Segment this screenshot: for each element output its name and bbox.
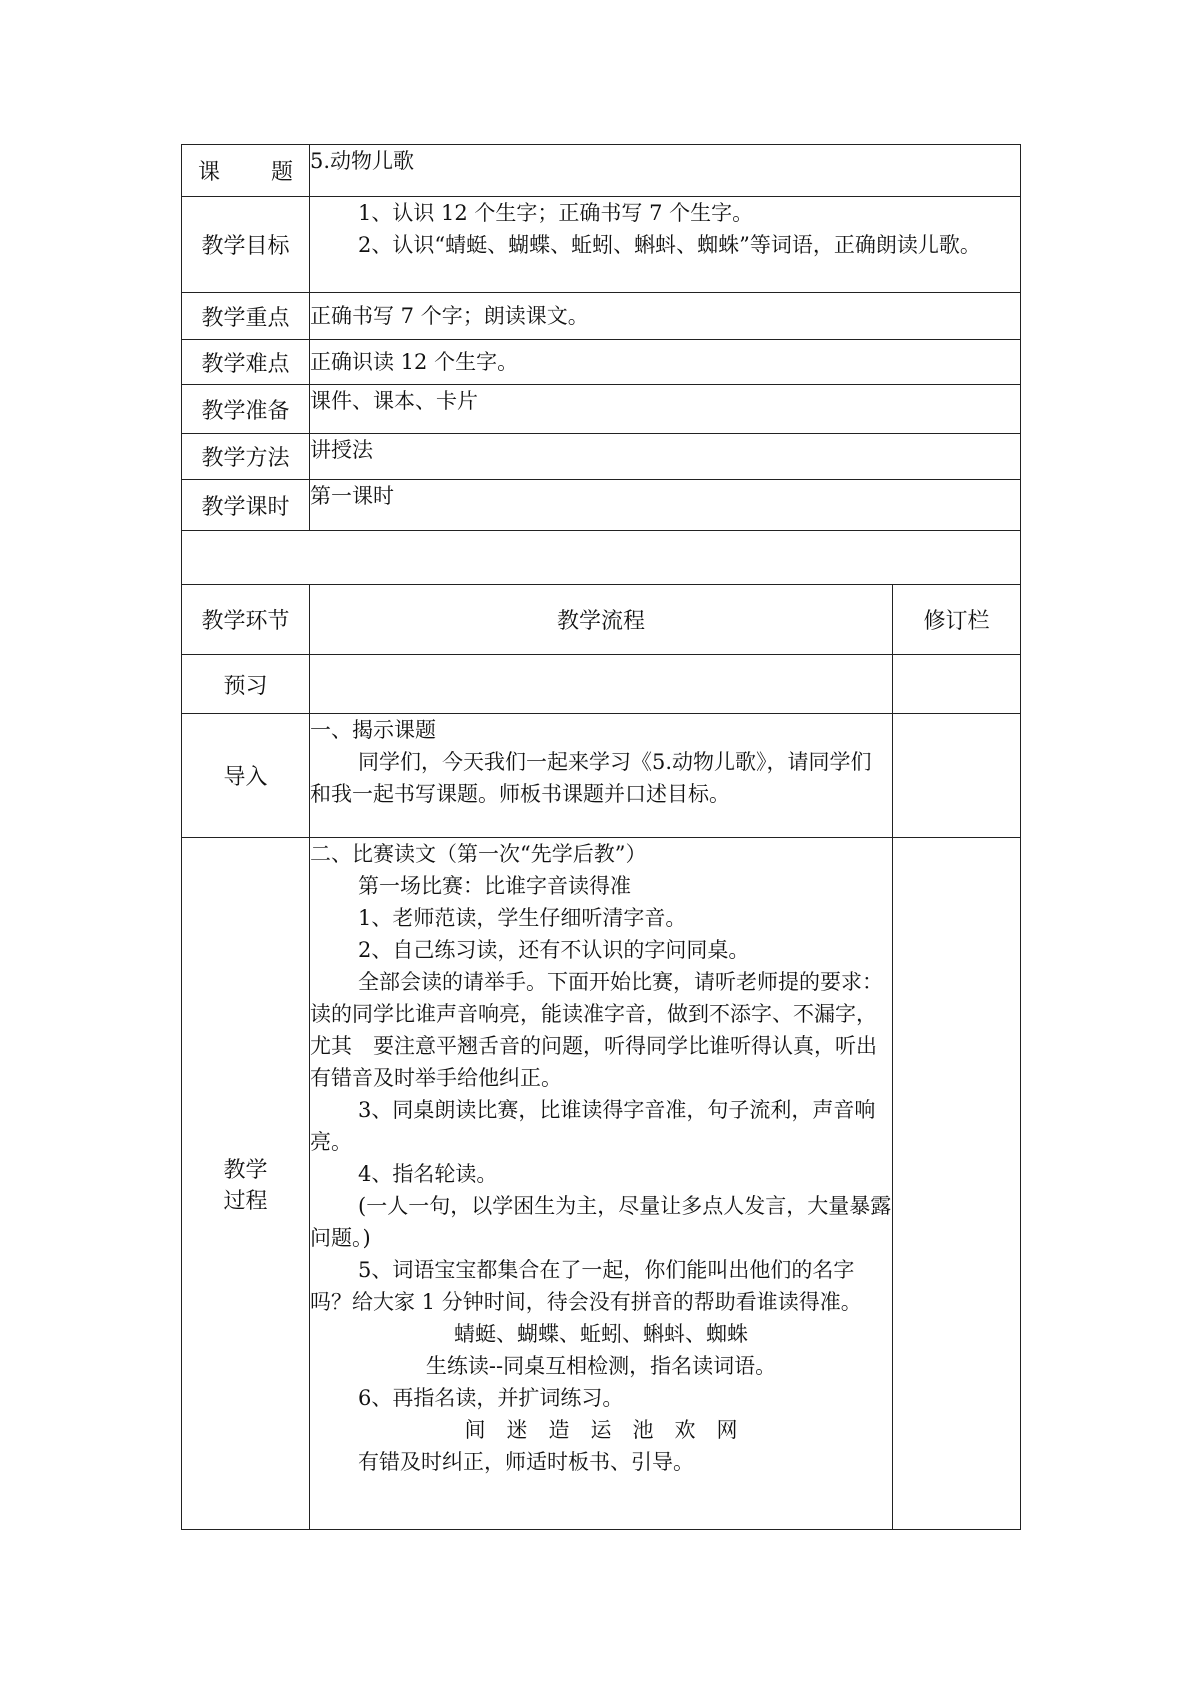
process-line-14: 有错及时纠正，师适时板书、引导。: [358, 1450, 694, 1474]
difficulty-row: [182, 340, 1021, 385]
method-row: [182, 434, 1021, 480]
process-row: [182, 838, 1021, 1530]
flow-header-row: [182, 585, 1021, 655]
topic-value: 5.动物儿歌: [310, 145, 1021, 197]
period-value: 第一课时: [310, 480, 1021, 531]
method-value: 讲授法: [310, 434, 1021, 480]
goal-line-2: 2、认识“蜻蜓、蝴蝶、蚯蚓、蝌蚪、蜘蛛”等词语，正确朗读儿歌。: [358, 233, 981, 257]
intro-content: [310, 714, 893, 838]
process-line-6: 3、同桌朗读比赛，比谁读得字音准，句子流利，声音响亮。: [310, 1098, 876, 1154]
process-content: [310, 838, 893, 1530]
prep-label: 教学准备: [182, 385, 310, 434]
process-line-12: 6、再指名读，并扩词练习。: [358, 1386, 624, 1410]
period-label: 教学课时: [182, 480, 310, 531]
goals-cell: [310, 197, 1021, 293]
flow-header-stage: 教学环节: [182, 585, 310, 655]
process-line-8: (一人一句，以学困生为主，尽量让多点人发言，大量暴露问题。): [310, 1194, 892, 1250]
intro-line-2: 同学们，今天我们一起来学习《5.动物儿歌》，请同学们和我一起书写课题。师板书课题并口述目标。: [310, 750, 872, 806]
process-line-10: 蜻蜓、蝴蝶、蚯蚓、蝌蚪、蜘蛛: [454, 1322, 748, 1346]
process-revision: [893, 838, 1021, 1530]
period-row: [182, 480, 1021, 531]
goals-label: 教学目标: [182, 197, 310, 293]
preview-label: 预习: [182, 655, 310, 714]
process-line-4: 2、自己练习读，还有不认识的字问同桌。: [358, 938, 750, 962]
spacer-cell: [182, 531, 1021, 585]
lesson-plan-table: [181, 144, 1021, 1530]
intro-revision: [893, 714, 1021, 838]
key-value: 正确书写 7 个字；朗读课文。: [310, 293, 1021, 340]
key-label: 教学重点: [182, 293, 310, 340]
method-label: 教学方法: [182, 434, 310, 480]
topic-label-a: 课: [198, 160, 221, 185]
goal-line-1: 1、认识 12 个生字；正确书写 7 个生字。: [358, 201, 754, 225]
process-line-11: 生练读--同桌互相检测，指名读词语。: [425, 1354, 777, 1378]
process-line-3: 1、老师范读，学生仔细听清字音。: [358, 906, 687, 930]
process-line-7: 4、指名轮读。: [358, 1162, 498, 1186]
flow-header-process: 教学流程: [310, 585, 893, 655]
preview-content: [310, 655, 893, 714]
process-label-b: 过程: [223, 1188, 268, 1214]
process-line-2: 第一场比赛：比谁字音读得准: [358, 874, 631, 898]
process-label: [182, 838, 310, 1530]
preview-revision: [893, 655, 1021, 714]
process-line-1: 二、比赛读文（第一次“先学后教”）: [310, 842, 647, 866]
topic-label: [182, 145, 310, 197]
intro-label: 导入: [182, 714, 310, 838]
difficulty-value: 正确识读 12 个生字。: [310, 340, 1021, 385]
flow-header-revision: 修订栏: [893, 585, 1021, 655]
difficulty-label: 教学难点: [182, 340, 310, 385]
key-row: [182, 293, 1021, 340]
process-line-9: 5、词语宝宝都集合在了一起，你们能叫出他们的名字吗？给大家 1 分钟时间，待会没有拼音的帮助看谁读得准。: [310, 1258, 862, 1314]
process-label-a: 教学: [223, 1157, 268, 1183]
preview-row: [182, 655, 1021, 714]
process-line-5: 全部会读的请举手。下面开始比赛，请听老师提的要求：读的同学比谁声音响亮，能读准字音，做到不添字、不漏字，尤其 要注意平翘舌音的问题，听得同学比谁听得认真，听出有错音及时举手给他纠正。: [310, 970, 883, 1090]
goals-row: [182, 197, 1021, 293]
topic-label-b: 题: [270, 160, 293, 185]
intro-line-1: 一、揭示课题: [310, 718, 436, 742]
intro-row: [182, 714, 1021, 838]
prep-row: [182, 385, 1021, 434]
topic-row: [182, 145, 1021, 197]
process-line-13: 间 迷 造 运 池 欢 网: [464, 1418, 738, 1442]
prep-value: 课件、课本、卡片: [310, 385, 1021, 434]
spacer-row: [182, 531, 1021, 585]
